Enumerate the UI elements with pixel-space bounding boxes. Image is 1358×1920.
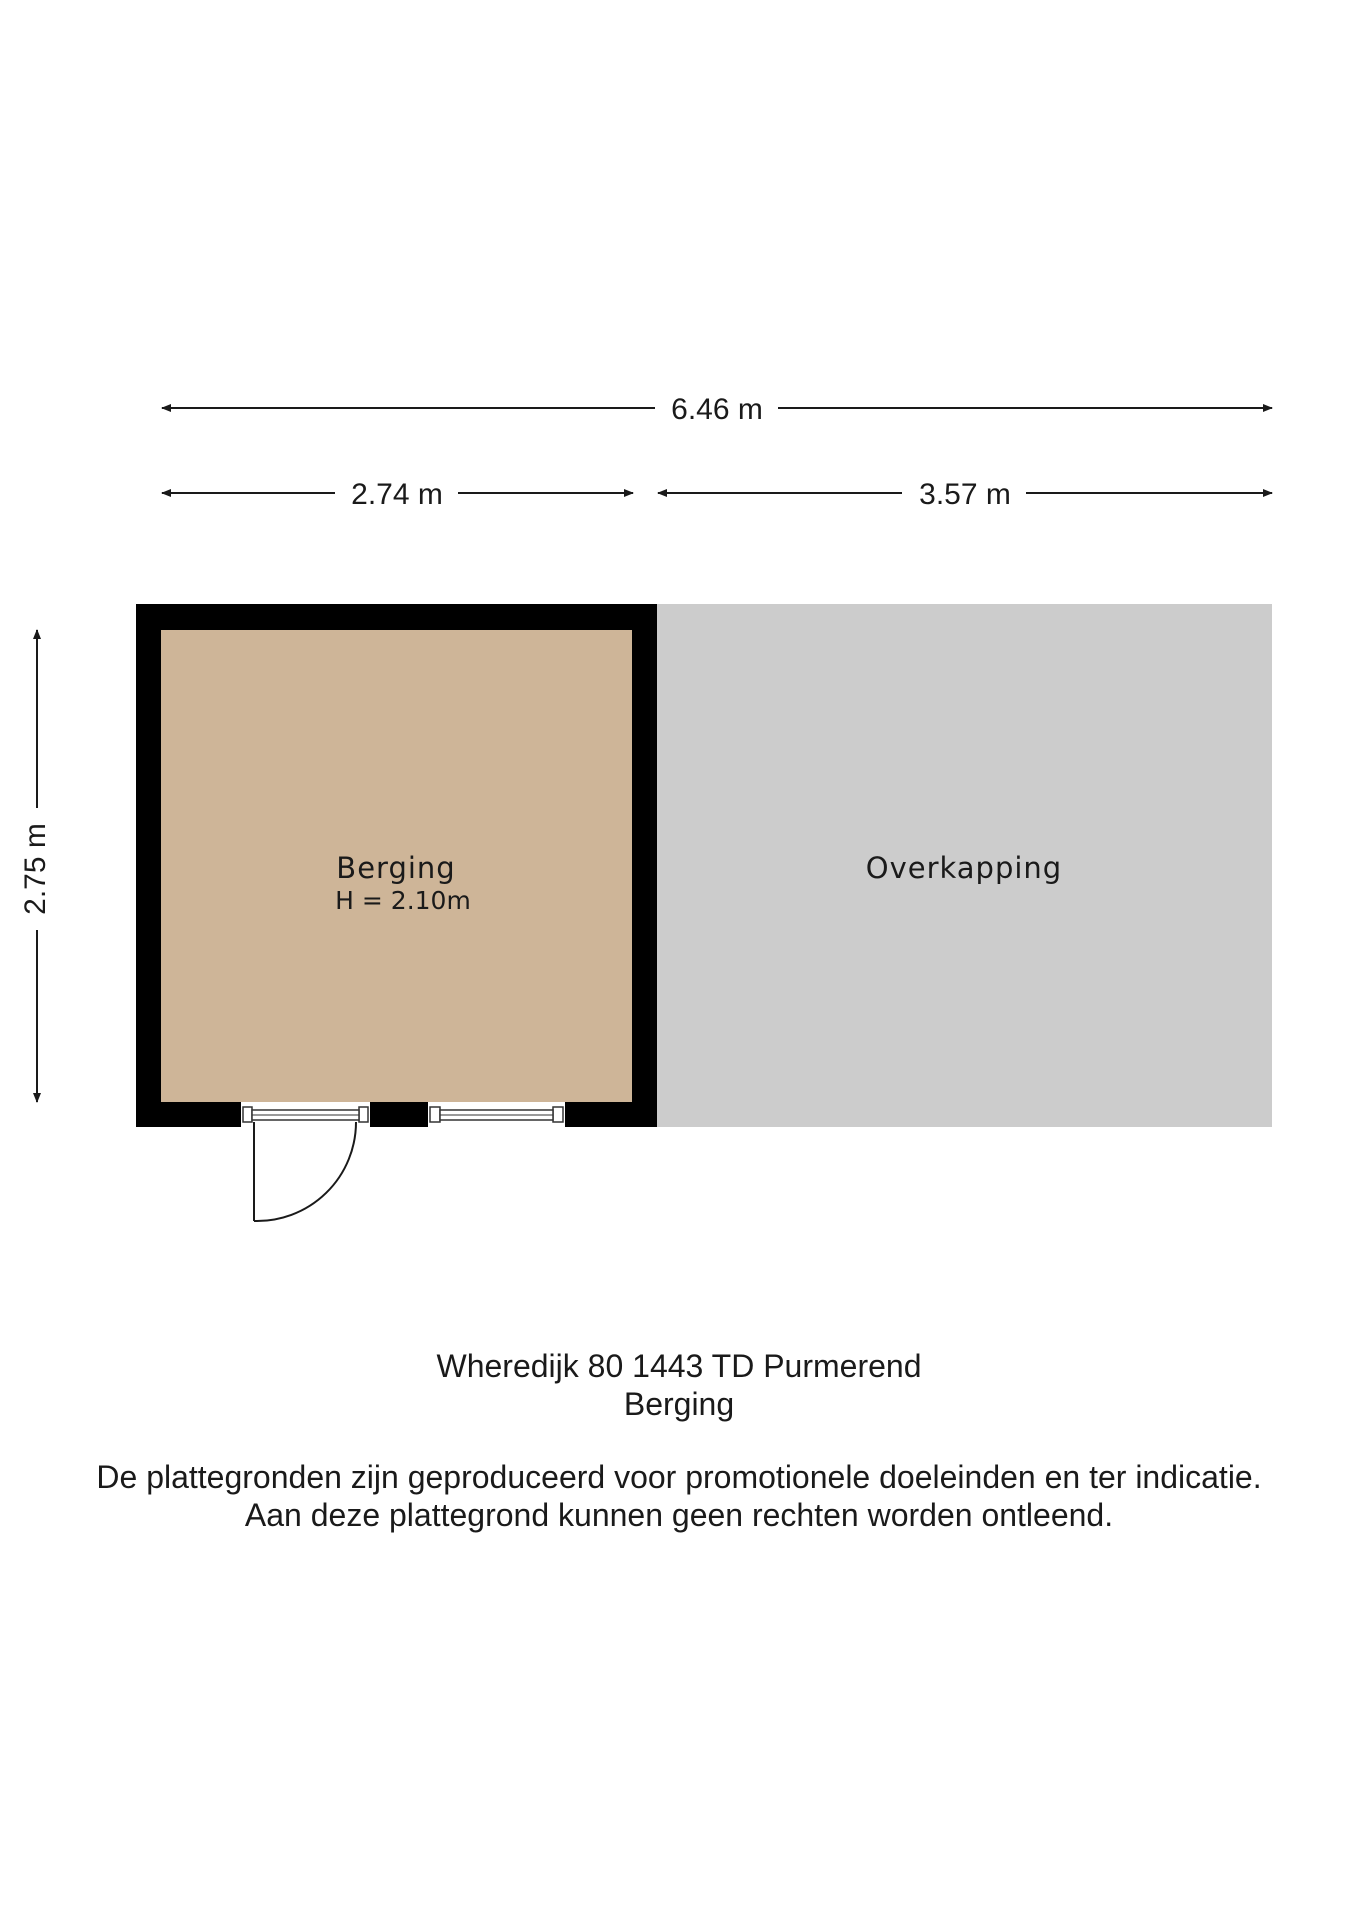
window [428,1102,565,1127]
storage-room-height: H = 2.10m [335,886,471,915]
door-swing-arc [254,1122,356,1221]
dimension-left-width [162,478,633,511]
address-caption [0,1347,1358,1423]
disclaimer-line-2: Aan deze plattegrond kunnen geen rechten worden ontleend. [244,1497,1114,1533]
storage-room-name: Berging [336,851,456,885]
door [241,1102,370,1221]
dimension-right-width-label: 3.57 m [919,478,1011,511]
dimension-total-width [162,393,1272,426]
canopy-name: Overkapping [865,851,1063,885]
floor-name: Berging [623,1386,735,1422]
address: Wheredijk 80 1443 TD Purmerend [436,1348,922,1384]
dimension-right-width [658,478,1272,511]
dimension-height-label: 2.75 m [18,823,52,915]
disclaimer [0,1458,1358,1534]
dimension-left-width-label: 2.74 m [351,478,443,511]
disclaimer-line-1: De plattegronden zijn geproduceerd voor promotionele doeleinden en ter indicatie. [96,1459,1262,1495]
dimension-height [19,630,52,1102]
dimension-total-width-label: 6.46 m [671,393,763,426]
